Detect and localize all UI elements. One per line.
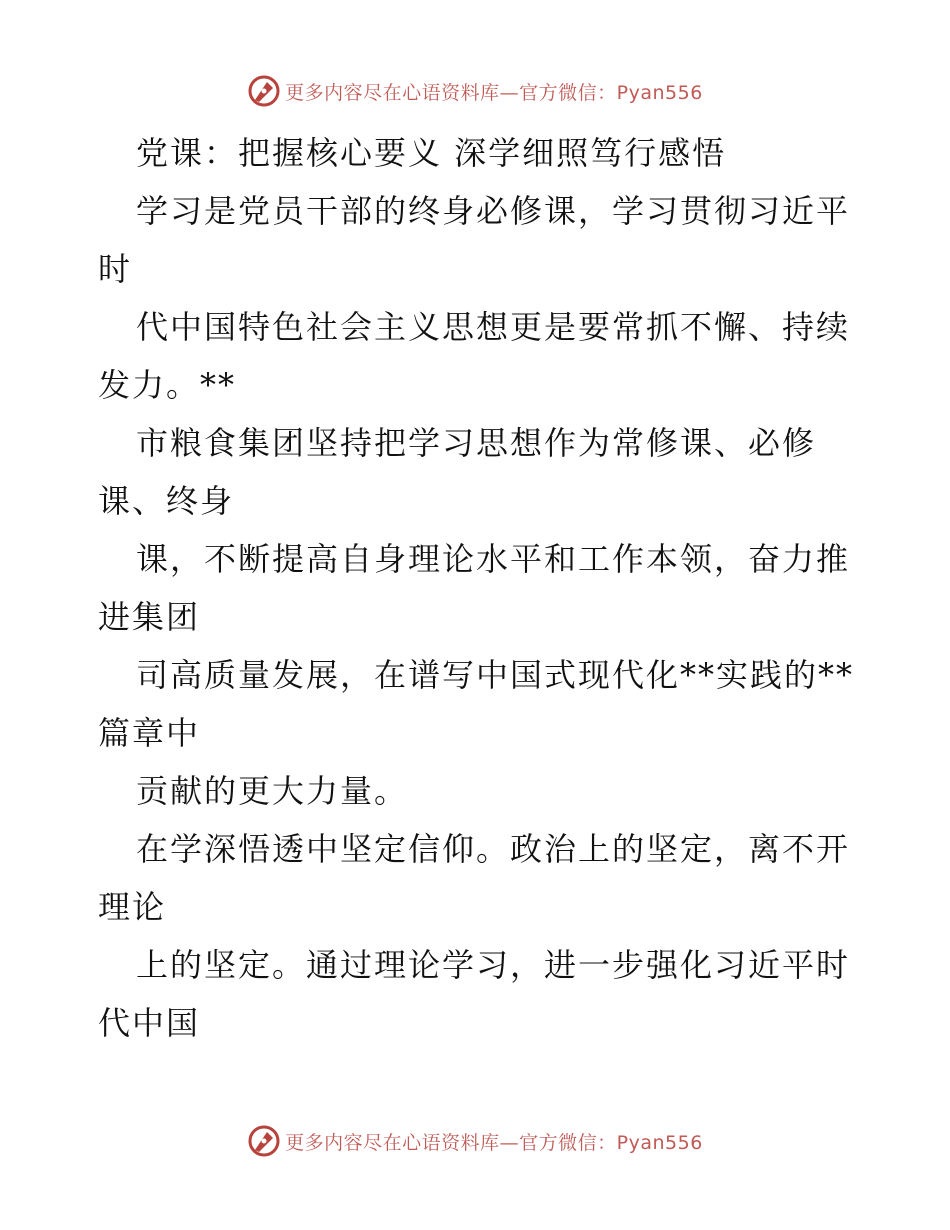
header-watermark-text: 更多内容尽在心语资料库—官方微信：Pyan556 (285, 81, 703, 104)
paragraph-line: 司高质量发展，在谱写中国式现代化**实践的** (136, 656, 855, 694)
paragraph-line: 贡献的更大力量。 (136, 772, 409, 810)
pen-nib-logo-icon (247, 74, 281, 108)
paragraph-line: 篇章中 (98, 714, 201, 752)
document-body (98, 124, 858, 1052)
paragraph-line: 代中国特色社会主义思想更是要常抓不懈、持续 (136, 308, 851, 346)
paragraph-line: 上的坚定。通过理论学习，进一步强化习近平时 (136, 946, 851, 984)
footer-watermark-text: 更多内容尽在心语资料库—官方微信：Pyan556 (285, 1131, 703, 1154)
header-watermark (0, 71, 950, 111)
paragraph-line: 发力。** (98, 366, 237, 404)
paragraph-line: 时 (98, 250, 133, 288)
pen-nib-logo-icon (247, 1124, 281, 1158)
paragraph-line: 在学深悟透中坚定信仰。政治上的坚定，离不开 (136, 830, 851, 868)
footer-watermark-id: Pyan556 (616, 1131, 703, 1154)
paragraph-line: 课，不断提高自身理论水平和工作本领，奋力推 (136, 540, 851, 578)
header-watermark-id: Pyan556 (616, 81, 703, 104)
paragraph-line: 市粮食集团坚持把学习思想作为常修课、必修 (136, 424, 817, 462)
paragraph-line: 课、终身 (98, 482, 235, 520)
paragraph-line: 代中国 (98, 1004, 201, 1042)
footer-watermark (0, 1121, 950, 1161)
paragraph-line: 理论 (98, 888, 167, 926)
document-title: 党课：把握核心要义 深学细照笃行感悟 (136, 134, 727, 172)
paragraph-line: 学习是党员干部的终身必修课，学习贯彻习近平 (136, 192, 851, 230)
paragraph-line: 进集团 (98, 598, 201, 636)
